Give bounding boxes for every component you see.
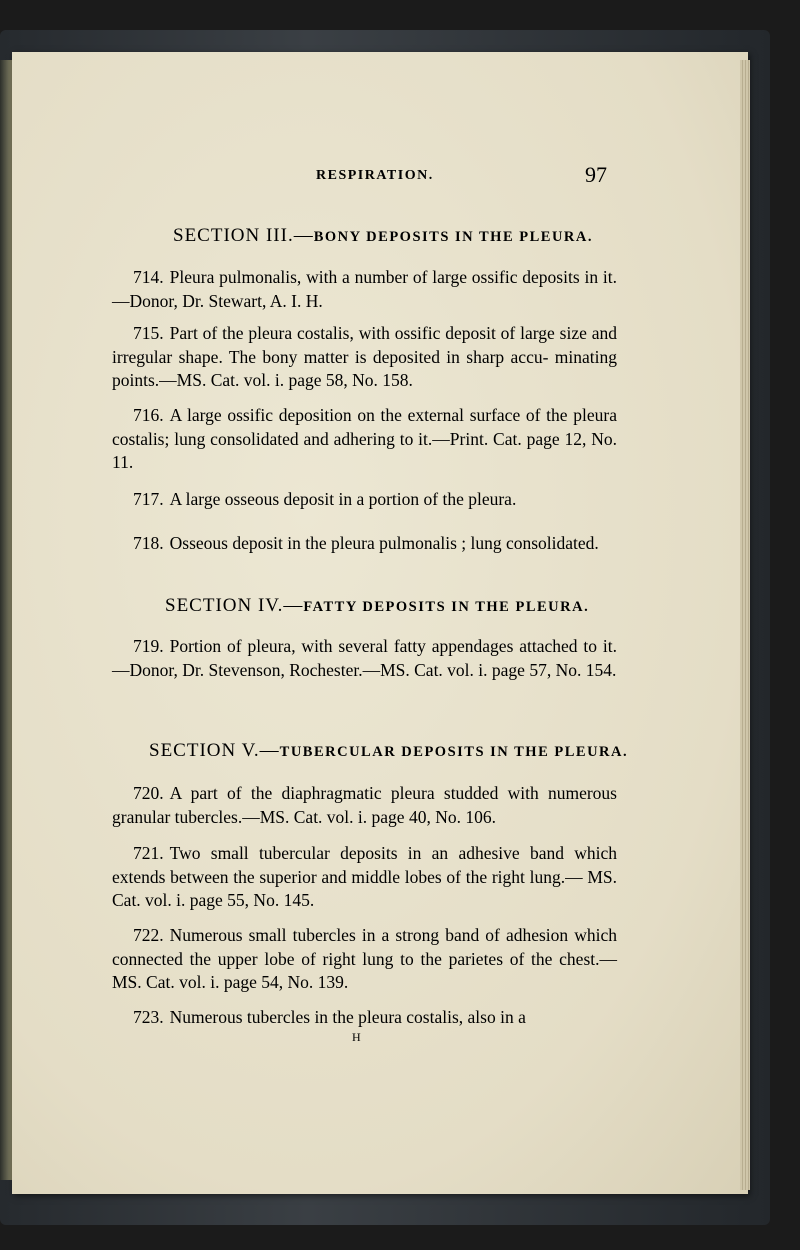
section-heading-title: FATTY DEPOSITS IN THE PLEURA. xyxy=(303,599,590,615)
catalogue-entry xyxy=(112,842,617,913)
entry-text: Two small tubercular deposits in an adhesive band which extends between the superior and middle lobes of the right lung.— MS. Cat. vol. i. page 55, No. 145. xyxy=(112,843,617,910)
entry-text: Osseous deposit in the pleura pulmonalis ; lung consolidated. xyxy=(169,533,599,553)
catalogue-entry xyxy=(112,266,617,313)
catalogue-entry xyxy=(112,404,617,475)
section-heading-prefix: SECTION III.— xyxy=(173,225,314,246)
entry-number: 715. xyxy=(133,323,164,343)
entry-number: 721. xyxy=(133,843,164,863)
catalogue-entry xyxy=(112,924,617,995)
catalogue-entry xyxy=(112,635,617,682)
section-heading-prefix: SECTION IV.— xyxy=(165,595,304,616)
running-head-title: RESPIRATION. xyxy=(316,168,434,183)
entry-text: A large osseous deposit in a portion of the pleura. xyxy=(169,489,517,509)
page-edges xyxy=(740,60,750,1190)
entry-number: 720. xyxy=(133,783,164,803)
entry-text: Pleura pulmonalis, with a number of large ossific deposits in it.—Donor, Dr. Stewart, A. I. H. xyxy=(112,267,617,311)
signature-mark: H xyxy=(352,1030,362,1044)
entry-text: Numerous tubercles in the pleura costalis, also in a xyxy=(169,1007,526,1027)
catalogue-entry xyxy=(112,532,617,556)
section-heading-title: TUBERCULAR DEPOSITS IN THE PLEURA. xyxy=(279,744,629,760)
catalogue-entry xyxy=(112,322,617,393)
entry-text: A part of the diaphragmatic pleura studded with numerous granular tubercles.—MS. Cat. vol. i. page 40, No. 106. xyxy=(112,783,617,827)
entry-number: 722. xyxy=(133,925,164,945)
entry-number: 719. xyxy=(133,636,164,656)
entry-text: Part of the pleura costalis, with ossific deposit of large size and irregular shape. The bony matter is deposited in sharp accu- minating points.—MS. Cat. vol. i. page 58, No. 158. xyxy=(112,323,617,390)
page-number: 97 xyxy=(585,162,607,187)
catalogue-entry xyxy=(112,488,617,512)
entry-number: 714. xyxy=(133,267,164,287)
entry-text: A large ossific deposition on the external surface of the pleura costalis; lung consolidated and adhering to it.—Print. Cat. page 12, No. 11. xyxy=(112,405,617,472)
entry-number: 716. xyxy=(133,405,164,425)
section-heading-prefix: SECTION V.— xyxy=(149,740,280,761)
entry-number: 717. xyxy=(133,489,164,509)
catalogue-entry xyxy=(112,1006,617,1030)
entry-number: 723. xyxy=(133,1007,164,1027)
entry-text: Portion of pleura, with several fatty appendages attached to it.—Donor, Dr. Stevenson, Rochester.—MS. Cat. vol. i. page 57, No. 154. xyxy=(112,636,617,680)
entry-text: Numerous small tubercles in a strong band of adhesion which connected the upper lobe of right lung to the parietes of the chest.—MS. Cat. vol. i. page 54, No. 139. xyxy=(112,925,617,992)
entry-number: 718. xyxy=(133,533,164,553)
section-heading-title: BONY DEPOSITS IN THE PLEURA. xyxy=(313,229,593,245)
catalogue-entry xyxy=(112,782,617,829)
